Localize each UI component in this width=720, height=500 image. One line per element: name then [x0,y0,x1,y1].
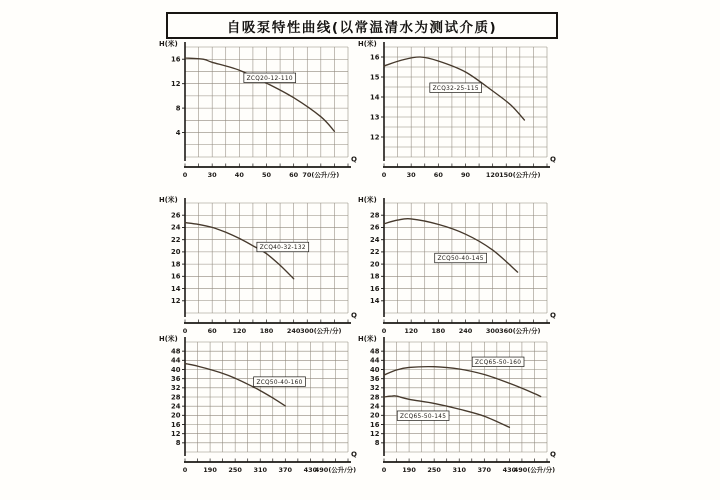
y-tick-label: 20 [171,411,181,420]
curve-label: ZCQ50-40-145 [437,256,484,263]
pump-curve-chart-zcq65-50-160-145 [357,333,557,487]
x-tick-label: 60 [207,327,217,335]
y-tick-label: 18 [171,260,181,269]
y-tick-label: 8 [175,104,181,113]
pump-curve-svg [158,333,358,487]
x-tick-label: 50 [261,171,272,179]
pump-curve-svg [158,38,358,192]
y-tick-label: 36 [171,374,181,383]
y-tick-label: 28 [370,393,380,402]
y-tick-label: 32 [370,384,380,393]
y-tick-label: 44 [370,356,380,365]
y-tick-label: 48 [370,347,380,356]
y-tick-label: 16 [171,55,181,64]
y-tick-label: 15 [370,73,380,82]
y-axis-label: H(米) [159,335,178,343]
curve-label: ZCQ40-32-132 [259,245,306,252]
x-tick-label: 300 [485,327,500,335]
y-tick-label: 40 [171,365,181,374]
x-tick-label: 490(公升/分) [513,466,556,474]
x-tick-label: 310 [253,466,268,474]
x-axis-label: Q [351,450,357,459]
pump-curve-chart-zcq40-32-132 [158,194,358,348]
grid [384,47,547,157]
y-tick-label: 26 [171,211,181,220]
y-axis-label: H(米) [358,335,377,343]
y-tick-label: 16 [370,53,380,62]
x-tick-label: 300(公升/分) [300,327,342,335]
y-tick-label: 20 [370,260,380,269]
x-tick-label: 0 [182,171,188,179]
x-axis-label: Q [351,311,357,320]
y-tick-label: 16 [370,420,380,429]
x-tick-label: 180 [431,327,446,335]
x-tick-label: 120 [404,327,418,335]
y-tick-label: 16 [171,272,181,281]
y-tick-label: 22 [171,235,181,244]
y-tick-label: 16 [370,284,380,293]
x-tick-label: 430 [502,466,517,474]
pump-curve-chart-zcq32-25-115 [357,38,557,192]
x-tick-label: 190 [402,466,416,474]
x-axis-label: Q [550,450,556,459]
x-tick-label: 370 [278,466,293,474]
x-tick-label: 250 [427,466,441,474]
y-axis-label: H(米) [159,196,178,204]
pump-curve-svg [357,333,557,487]
y-tick-label: 24 [370,402,380,411]
x-tick-label: 30 [406,171,416,179]
y-tick-label: 8 [175,439,181,448]
y-tick-label: 32 [171,384,181,393]
x-tick-label: 180 [259,327,274,335]
x-tick-label: 120 [485,171,500,179]
grid [185,203,348,313]
pump-curve-chart-zcq50-40-160 [158,333,358,487]
y-tick-label: 48 [171,347,181,356]
y-tick-label: 40 [370,365,380,374]
x-tick-label: 310 [452,466,467,474]
x-tick-label: 90 [460,171,471,179]
x-tick-label: 190 [203,466,217,474]
y-tick-label: 26 [370,223,380,232]
x-tick-label: 0 [381,171,387,179]
y-tick-label: 12 [370,133,380,142]
x-tick-label: 430 [303,466,318,474]
y-tick-label: 18 [370,272,380,281]
y-tick-label: 14 [370,297,380,306]
x-tick-label: 240 [286,327,301,335]
y-tick-label: 12 [171,79,181,88]
y-tick-label: 20 [370,411,380,420]
y-tick-label: 20 [171,248,181,257]
curve-ZCQ65-50-160 [384,367,541,397]
x-tick-label: 360(公升/分) [499,327,541,335]
x-tick-label: 60 [289,171,299,179]
y-tick-label: 24 [171,223,181,232]
curve-label: ZCQ32-25-115 [432,85,479,92]
y-tick-label: 12 [171,297,181,306]
page-title: 自吸泵特性曲线(以常温清水为测试介质) [226,19,498,36]
x-tick-label: 0 [182,327,188,335]
x-tick-label: 60 [433,171,443,179]
y-tick-label: 8 [374,439,380,448]
y-axis-label: H(米) [159,40,178,48]
curve-label: ZCQ65-50-160 [475,360,522,366]
pump-curve-chart-zcq20-12-110 [158,38,358,192]
x-tick-label: 120 [232,327,247,335]
x-axis-label: Q [550,155,556,164]
y-tick-label: 24 [370,235,380,244]
y-axis-label: H(米) [358,196,377,204]
x-tick-label: 150(公升/分) [499,171,541,179]
pump-curve-svg [357,38,557,192]
page-title-box [166,12,558,39]
grid [185,342,348,452]
x-tick-label: 0 [381,327,387,335]
x-tick-label: 490(公升/分) [314,466,357,474]
y-tick-label: 24 [171,402,181,411]
y-tick-label: 12 [171,429,181,438]
y-axis-label: H(米) [358,40,377,48]
y-tick-label: 13 [370,113,380,122]
y-tick-label: 28 [171,393,181,402]
x-tick-label: 70(公升/分) [302,171,340,179]
x-tick-label: 250 [228,466,242,474]
x-tick-label: 240 [458,327,473,335]
y-tick-label: 14 [171,284,181,293]
x-tick-label: 40 [234,171,244,179]
y-tick-label: 22 [370,248,380,257]
y-tick-label: 28 [370,211,380,220]
x-tick-label: 0 [182,466,188,474]
pump-curve-svg [158,194,358,348]
x-tick-label: 0 [381,466,387,474]
x-axis-label: Q [351,155,357,164]
x-tick-label: 370 [477,466,492,474]
curve-label: ZCQ50-40-160 [256,379,303,386]
y-tick-label: 36 [370,374,380,383]
pump-curve-svg [357,194,557,348]
x-axis-label: Q [550,311,556,320]
y-tick-label: 14 [370,93,380,102]
pump-curve-chart-zcq50-40-145 [357,194,557,348]
y-tick-label: 4 [175,128,181,137]
curve-label: ZCQ20-12-110 [246,76,293,82]
y-tick-label: 12 [370,429,380,438]
x-tick-label: 30 [207,171,217,179]
curve-label: ZCQ65-50-145 [400,413,447,420]
y-tick-label: 16 [171,420,181,429]
y-tick-label: 44 [171,356,181,365]
grid [185,47,348,157]
